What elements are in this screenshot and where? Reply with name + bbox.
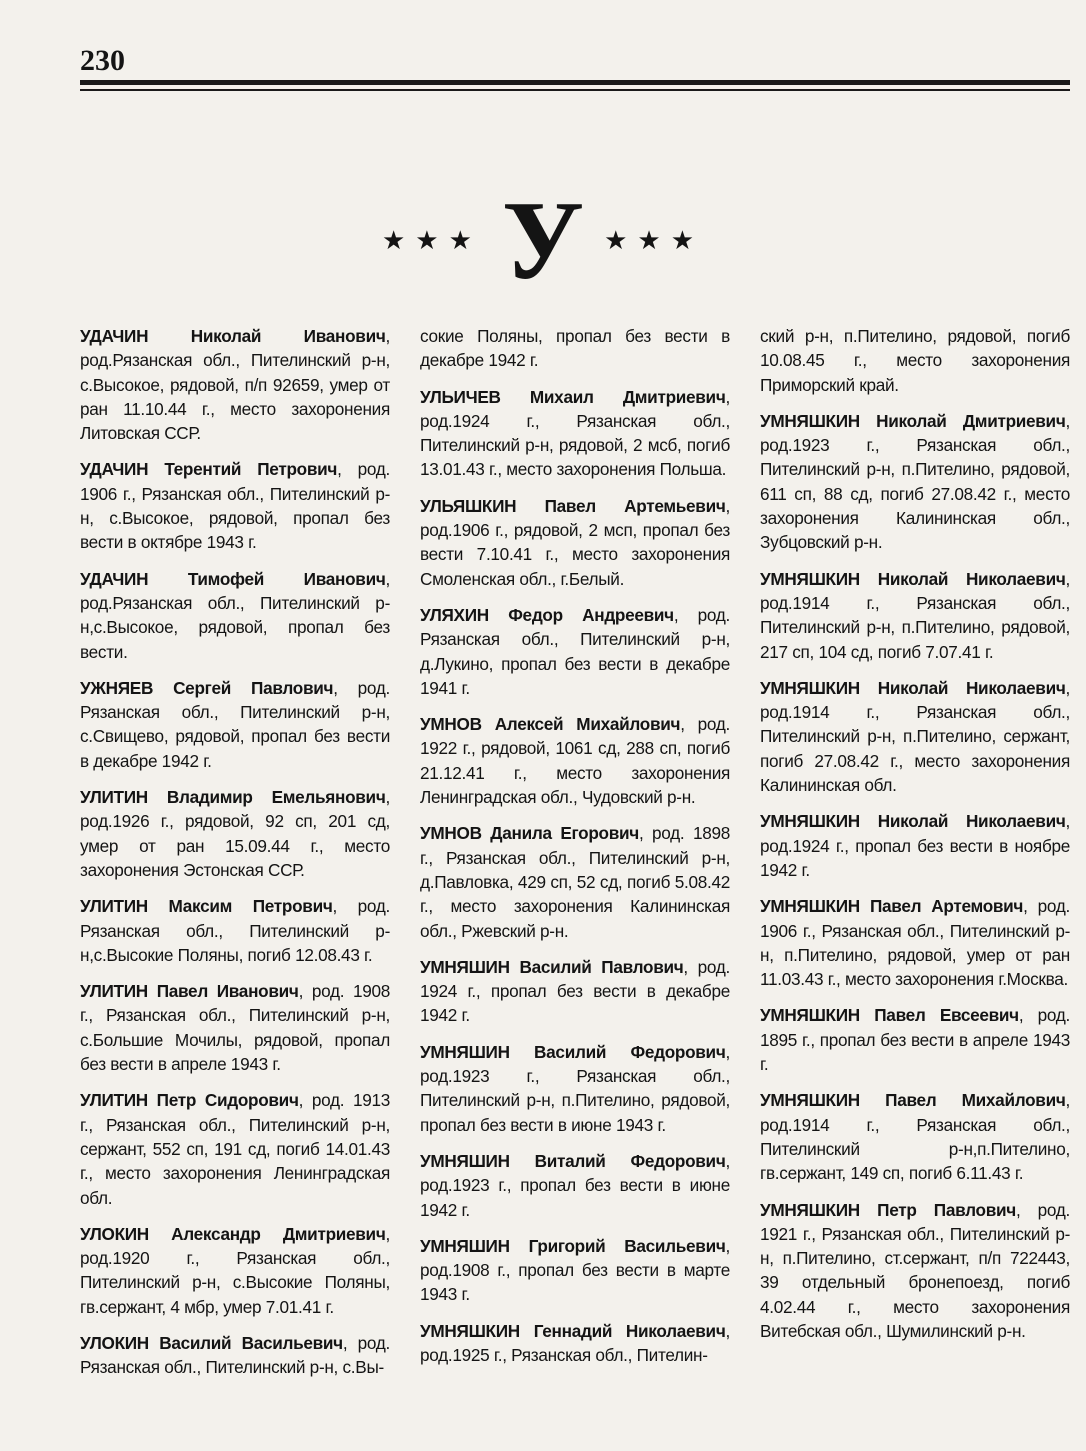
- header-rule-thin: [80, 89, 1070, 91]
- entry-text: , род. Рязанская обл., Пителинский р-н, д.Лукино, пропал без вести в декабре 1941 г.: [420, 604, 731, 698]
- entry: [760, 567, 1070, 664]
- entry-name: УМНОВ Алексей Михайлович: [420, 714, 681, 735]
- column-3: [760, 324, 1070, 1392]
- entry-name: УДАЧИН Терентий Петрович: [80, 459, 338, 480]
- entry-text: ский р-н, п.Пителино, рядовой, погиб 10.08.45 г., место захоронения Приморский край.: [760, 326, 1070, 395]
- entry-text: , род.1908 г., пропал без вести в марте 1943 г.: [420, 1235, 730, 1305]
- entry-text: , род. Рязанская обл., Пителинский р-н, с.Вы-: [80, 1332, 390, 1378]
- entry-text: , род. 1895 г., пропал без вести в апреле 1943 г.: [760, 1005, 1070, 1075]
- entry: [420, 712, 730, 809]
- entry: [760, 1198, 1070, 1344]
- entry-name: УМНЯШКИН Петр Павлович: [760, 1199, 1016, 1220]
- header-rule: [80, 80, 1070, 91]
- entry-name: УМНЯШКИН Николай Николаевич: [760, 811, 1066, 832]
- entry: [420, 1234, 730, 1307]
- entry-name: УЛИТИН Петр Сидорович: [80, 1090, 299, 1111]
- entry: [420, 1149, 730, 1222]
- entry: [420, 1319, 730, 1368]
- entry: [420, 1040, 730, 1137]
- entry-text: , род.1914 г., Рязанская обл., Пителинский р-н, п.Пителино, рядовой, 217 сп, 104 сд, погиб 7.07.41 г.: [760, 568, 1070, 662]
- entry-name: УЛОКИН Василий Васильевич: [80, 1332, 343, 1353]
- entry-text: , род.1906 г., рядовой, 2 мсп, пропал без вести 7.10.41 г., место захоронения Смоленская обл., г.Белый.: [420, 495, 730, 589]
- entry-name: УЛЬЯШКИН Павел Артемьевич: [420, 495, 726, 516]
- stars-right: ★★★: [604, 226, 705, 256]
- section-letter: У: [501, 179, 585, 303]
- entry: [420, 494, 730, 591]
- entry: [760, 894, 1070, 991]
- entry: [760, 1003, 1070, 1076]
- entry: [80, 785, 390, 882]
- entry-name: УЛОКИН Александр Дмитриевич: [80, 1223, 386, 1244]
- entry: [80, 894, 390, 967]
- entry-text: , род. 1898 г., Рязанская обл., Пителинский р-н, д.Павловка, 429 сп, 52 сд, погиб 5.08.42 г., место захоронения Калининская обл., Ржевский р-н.: [420, 823, 730, 941]
- entry-name: УМНЯШКИН Николай Николаевич: [760, 568, 1066, 589]
- entry-name: УЛИТИН Максим Петрович: [80, 896, 333, 917]
- entry-name: УДАЧИН Тимофей Иванович: [80, 568, 386, 589]
- entry-name: УМНЯШКИН Павел Артемович: [760, 896, 1024, 917]
- entry-text: , род.1923 г., пропал без вести в июне 1942 г.: [420, 1150, 730, 1220]
- entry-text: , род. 1924 г., пропал без вести в декабре 1942 г.: [420, 956, 730, 1026]
- entry-text: , род. 1921 г., Рязанская обл., Пителинский р-н, п.Пителино, ст.сержант, п/п 722443, 39 отдельный бронепоезд, погиб 4.02.44 г., место захоронения Витебская обл., Шумилинский р-н.: [760, 1199, 1070, 1341]
- entry-text: , род.1926 г., рядовой, 92 сп, 201 сд, умер от ран 15.09.44 г., место захоронения Эстонская ССР.: [80, 787, 390, 880]
- entry-text: , род.Рязанская обл., Пителинский р-н, с.Высокое, рядовой, п/п 92659, умер от ран 11.10.44 г., место захоронения Литовская ССР.: [80, 326, 390, 444]
- column-2: [420, 324, 730, 1392]
- entry: [760, 409, 1070, 555]
- entry-name: УЛИТИН Владимир Емельянович: [80, 787, 386, 808]
- column-1: [80, 324, 390, 1392]
- entry-name: УМНЯШКИН Павел Евсеевич: [760, 1005, 1019, 1026]
- entry-name: УДАЧИН Николай Иванович: [80, 326, 386, 346]
- entry: [420, 603, 730, 700]
- entry-text: , род. 1908 г., Рязанская обл., Пителинский р-н, с.Большие Мочилы, рядовой, пропал без вести в апреле 1943 г.: [80, 981, 390, 1075]
- entry-name: УЛЬИЧЕВ Михаил Дмитриевич: [420, 386, 726, 407]
- entry: [420, 324, 730, 373]
- entry: [80, 676, 390, 773]
- entry-name: УМНОВ Данила Егорович: [420, 823, 639, 844]
- entry-name: УМНЯШИН Виталий Федорович: [420, 1150, 726, 1171]
- entry-text: , род. Рязанская обл., Пителинский р-н, с.Свищево, рядовой, пропал без вести в декабре 1942 г.: [80, 677, 391, 771]
- page-number: 230: [80, 44, 125, 77]
- entry: [80, 457, 390, 554]
- entry-text: , род.1923 г., Рязанская обл., Пителинский р-н, п.Пителино, рядовой, пропал без вести в июне 1943 г.: [420, 1041, 730, 1135]
- entry-name: УМНЯШИН Василий Федорович: [420, 1041, 726, 1062]
- entry-text: , род.1914 г., Рязанская обл., Пителинский р-н,п.Пителино, гв.сержант, 149 сп, погиб 6.11.43 г.: [760, 1090, 1070, 1184]
- section-heading: [0, 179, 1086, 303]
- entry-name: УЛИТИН Павел Иванович: [80, 981, 299, 1002]
- entry-text: , род. 1906 г., Рязанская обл., Пителинский р-н, с.Высокое, рядовой, пропал без вести в октябре 1943 г.: [80, 459, 391, 553]
- entry: [420, 385, 730, 482]
- entry: [80, 979, 390, 1076]
- entry: [80, 1222, 390, 1319]
- entry: [80, 324, 390, 445]
- entry: [760, 1088, 1070, 1185]
- entry-text: сокие Поляны, пропал без вести в декабре 1942 г.: [420, 326, 730, 371]
- entry-name: УЛЯХИН Федор Андреевич: [420, 604, 674, 625]
- entry-name: УМНЯШИН Василий Павлович: [420, 956, 684, 977]
- entry-name: УМНЯШКИН Павел Михайлович: [760, 1090, 1066, 1111]
- entry-text: , род.1914 г., Рязанская обл., Пителинский р-н, п.Пителино, сержант, погиб 27.08.42 г., место захоронения Калининская обл.: [760, 677, 1070, 796]
- entry-text: , род.1925 г., Рязанская обл., Пителин-: [420, 1320, 730, 1365]
- entry: [80, 567, 390, 664]
- entry: [80, 1331, 390, 1380]
- entry: [420, 955, 730, 1028]
- entry: [420, 821, 730, 942]
- entries-columns: [80, 324, 1070, 1392]
- entry-text: , род. Рязанская обл., Пителинский р-н,с.Высокие Поляны, погиб 12.08.43 г.: [80, 896, 390, 965]
- entry: [760, 809, 1070, 882]
- stars-left: ★★★: [381, 226, 482, 256]
- entry-text: , род. 1913 г., Рязанская обл., Пителинский р-н, сержант, 552 сп, 191 сд, погиб 14.01.43 г., место захоронения Ленинградская обл.: [80, 1090, 390, 1208]
- entry-text: , род.1924 г., Рязанская обл., Пителинский р-н, рядовой, 2 мсб, погиб 13.01.43 г., место захоронения Польша.: [420, 386, 730, 480]
- entry-name: УМНЯШКИН Николай Николаевич: [760, 677, 1066, 698]
- entry-text: , род. 1922 г., рядовой, 1061 сд, 288 сп, погиб 21.12.41 г., место захоронения Ленинградская обл., Чудовский р-н.: [420, 714, 730, 808]
- entry-name: УЖНЯЕВ Сергей Павлович: [80, 677, 334, 698]
- entry: [760, 676, 1070, 797]
- entry: [760, 324, 1070, 397]
- entry-text: , род.1923 г., Рязанская обл., Пителинский р-н, п.Пителино, рядовой, 611 сп, 88 сд, погиб 27.08.42 г., место захоронения Калининская обл., Зубцовский р-н.: [760, 410, 1070, 553]
- header-rule-thick: [80, 80, 1070, 85]
- entry-name: УМНЯШКИН Николай Дмитриевич: [760, 410, 1066, 431]
- entry: [80, 1088, 390, 1209]
- entry-name: УМНЯШИН Григорий Васильевич: [420, 1235, 726, 1256]
- entry-name: УМНЯШКИН Геннадий Николаевич: [420, 1320, 726, 1341]
- entry-text: , род. 1906 г., Рязанская обл., Пителинский р-н, п.Пителино, рядовой, умер от ран 11.03.43 г., место захоронения г.Москва.: [760, 896, 1070, 990]
- entry-text: , род.1920 г., Рязанская обл., Пителинский р-н, с.Высокие Поляны, гв.сержант, 4 мбр, умер 7.01.41 г.: [80, 1223, 390, 1317]
- entry-text: , род.Рязанская обл., Пителинский р-н,с.Высокое, рядовой, пропал без вести.: [80, 568, 390, 662]
- entry-text: , род.1924 г., пропал без вести в ноябре 1942 г.: [760, 811, 1070, 880]
